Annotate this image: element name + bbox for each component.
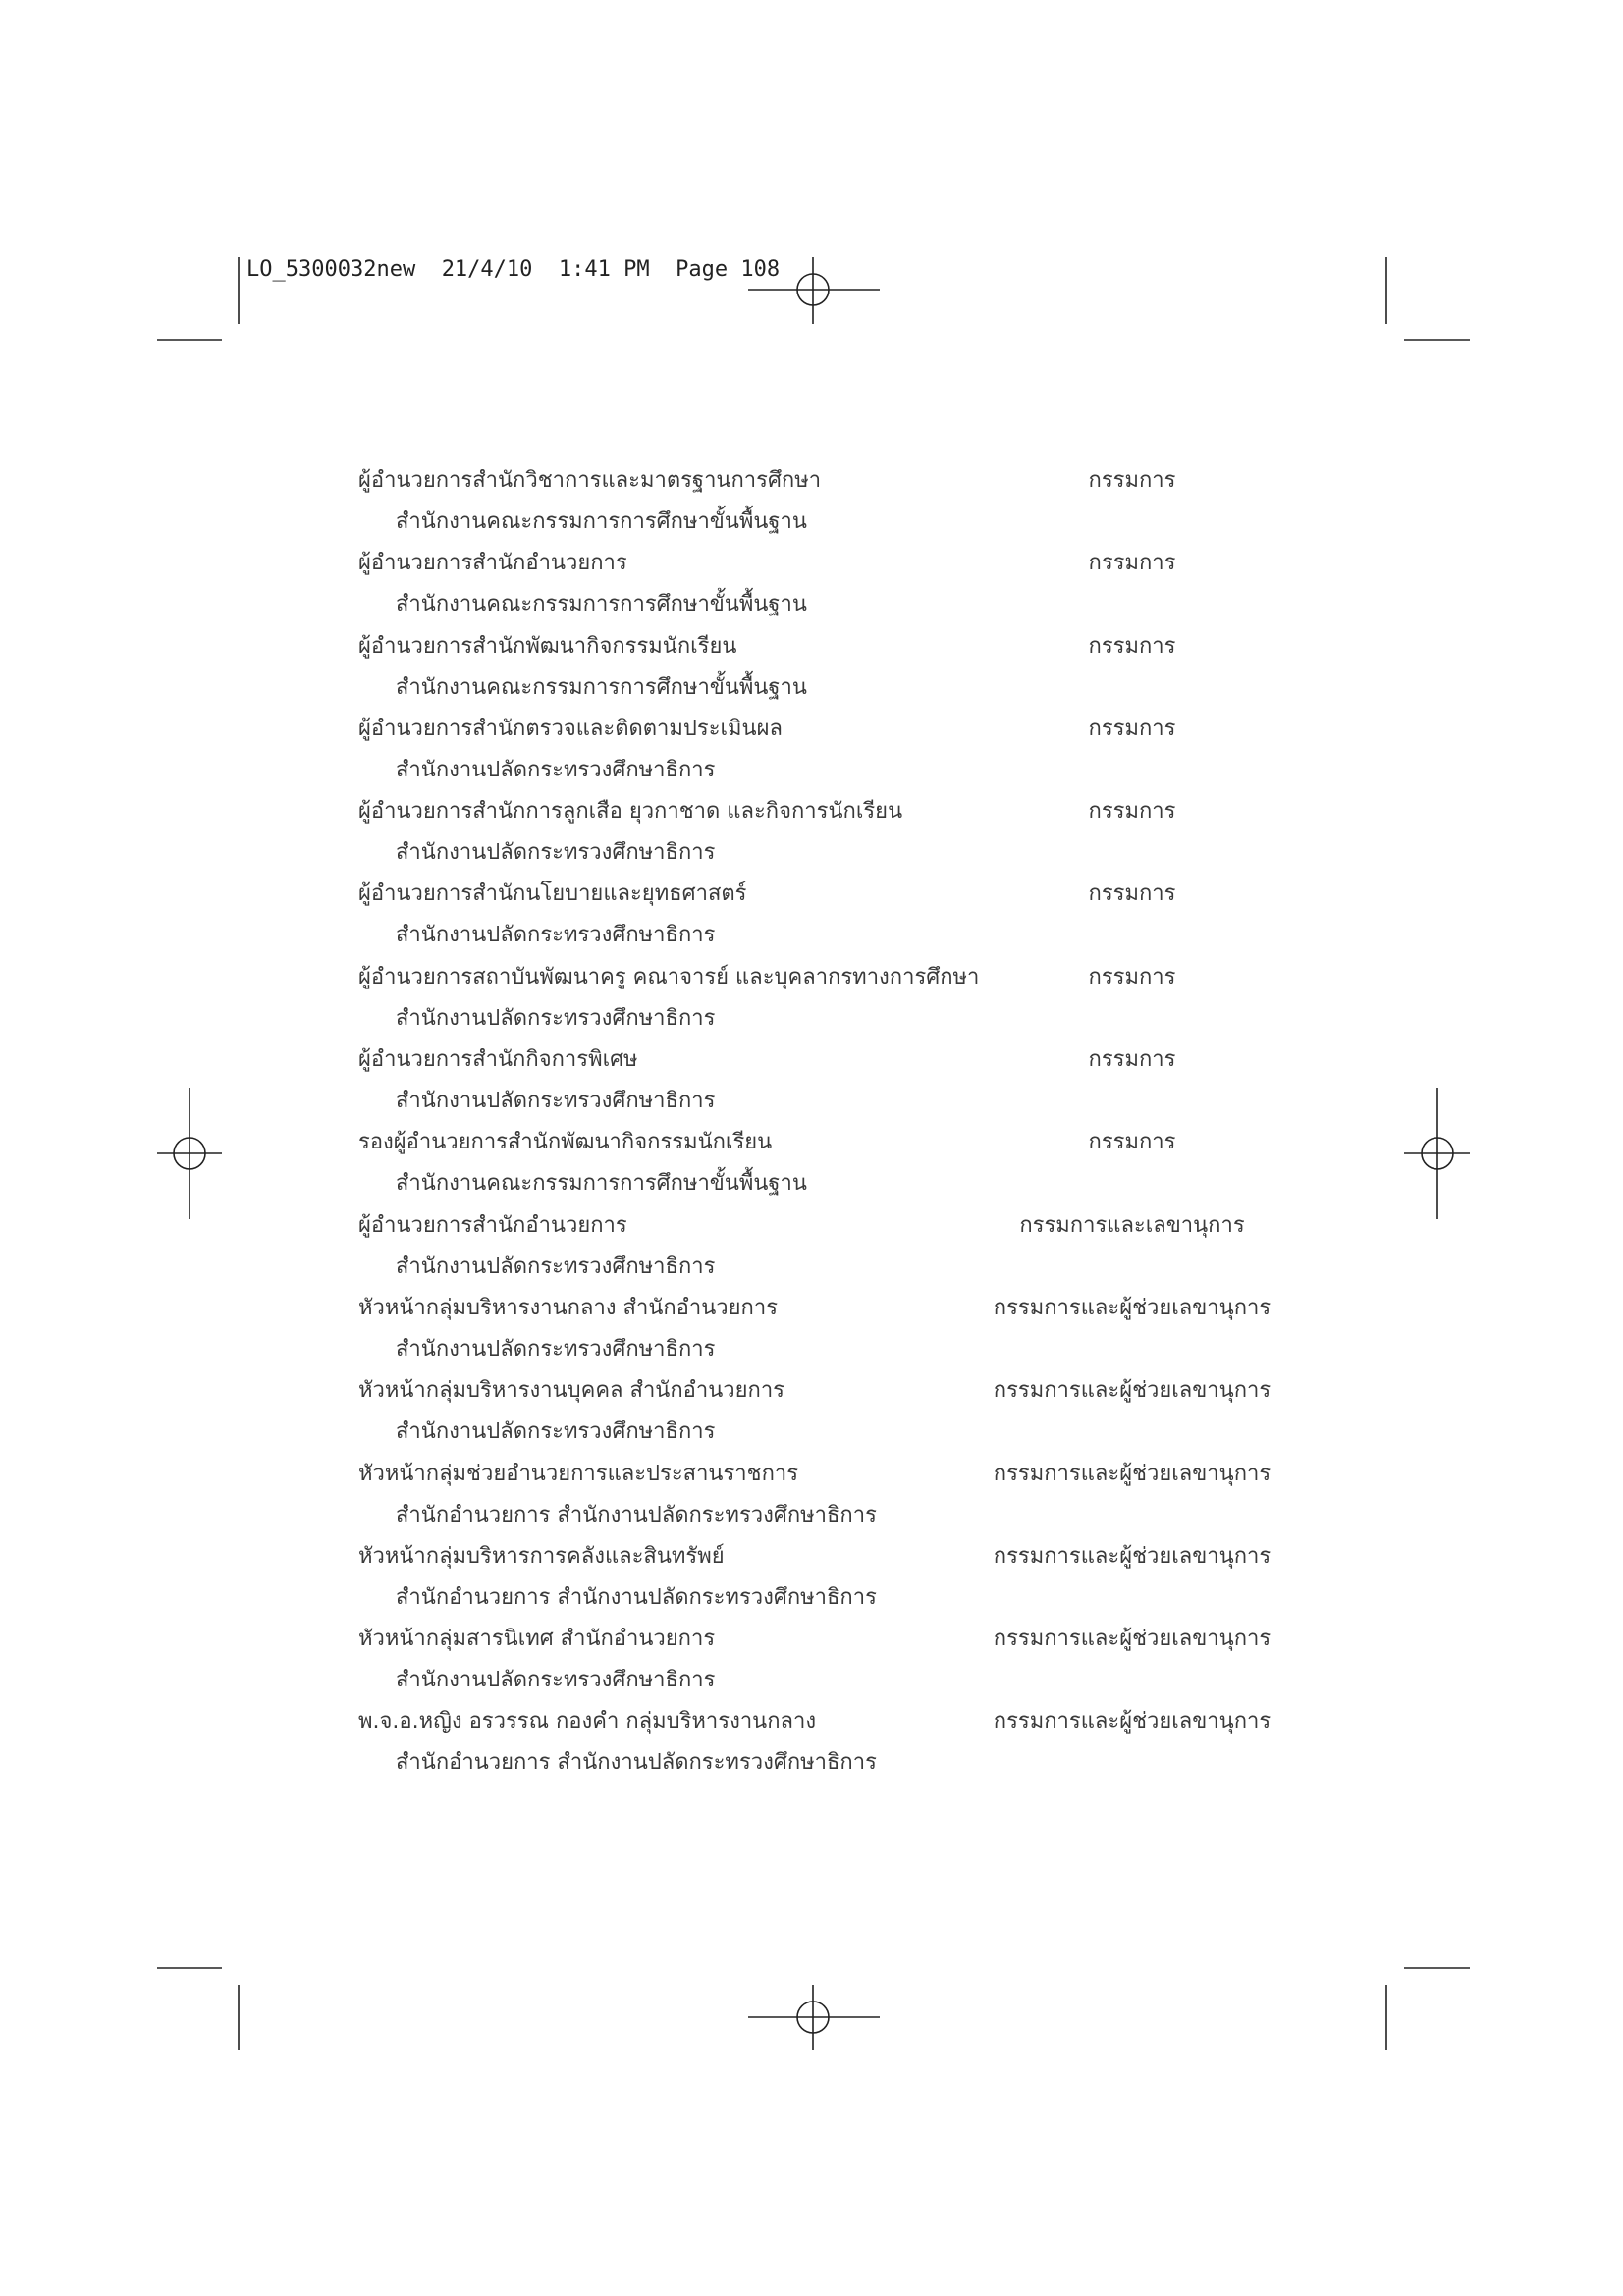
member-office: สำนักอำนวยการ สำนักงานปลัดกระทรวงศึกษาธิการ — [396, 1750, 877, 1776]
member-title: ผู้อำนวยการสำนักพัฒนากิจกรรมนักเรียน — [358, 633, 737, 659]
member-title: ผู้อำนวยการสำนักตรวจและติดตามประเมินผล — [358, 716, 783, 741]
member-title: หัวหน้ากลุ่มบริหารงานกลาง สำนักอำนวยการ — [358, 1295, 779, 1320]
registration-mark-top — [748, 257, 880, 324]
member-title: พ.จ.อ.หญิง อรวรรณ กองคำ กลุ่มบริหารงานกลาง — [358, 1709, 817, 1735]
committee-list — [358, 463, 1321, 1788]
member-role: กรรมการและผู้ช่วยเลขานุการ — [993, 1543, 1271, 1569]
member-office: สำนักงานปลัดกระทรวงศึกษาธิการ — [396, 1668, 716, 1693]
member-office: สำนักอำนวยการ สำนักงานปลัดกระทรวงศึกษาธิการ — [396, 1584, 877, 1610]
list-item — [358, 1208, 1321, 1291]
member-role: กรรมการ — [1088, 468, 1176, 493]
member-title: ผู้อำนวยการสำนักอำนวยการ — [358, 1212, 627, 1238]
list-item — [358, 960, 1321, 1042]
member-title: หัวหน้ากลุ่มบริหารการคลังและสินทรัพย์ — [358, 1543, 725, 1569]
member-title: ผู้อำนวยการสถาบันพัฒนาครู คณาจารย์ และบุคลากรทางการศึกษา — [358, 964, 980, 989]
list-item — [358, 629, 1321, 712]
member-office: สำนักงานปลัดกระทรวงศึกษาธิการ — [396, 1089, 716, 1114]
member-title: ผู้อำนวยการสำนักวิชาการและมาตรฐานการศึกษา — [358, 468, 822, 493]
member-role: กรรมการ — [1088, 551, 1176, 576]
list-item — [358, 1373, 1321, 1456]
list-item — [358, 463, 1321, 546]
list-item — [358, 1042, 1321, 1125]
member-role: กรรมการและผู้ช่วยเลขานุการ — [993, 1295, 1271, 1320]
member-office: สำนักอำนวยการ สำนักงานปลัดกระทรวงศึกษาธิการ — [396, 1502, 877, 1527]
list-item — [358, 794, 1321, 877]
member-title: รองผู้อำนวยการสำนักพัฒนากิจกรรมนักเรียน — [358, 1130, 773, 1155]
member-office: สำนักงานคณะกรรมการการศึกษาขั้นพื้นฐาน — [396, 1171, 807, 1197]
list-item — [358, 1539, 1321, 1622]
member-office: สำนักงานปลัดกระทรวงศึกษาธิการ — [396, 840, 716, 866]
member-title: ผู้อำนวยการสำนักอำนวยการ — [358, 551, 627, 576]
registration-mark-bottom — [748, 1985, 880, 2050]
member-role: กรรมการ — [1088, 1130, 1176, 1155]
list-item — [358, 1457, 1321, 1539]
slug-time: 1:41 PM — [558, 257, 650, 282]
member-role: กรรมการและผู้ช่วยเลขานุการ — [993, 1709, 1271, 1735]
member-office: สำนักงานปลัดกระทรวงศึกษาธิการ — [396, 1419, 716, 1445]
member-title: หัวหน้ากลุ่มสารนิเทศ สำนักอำนวยการ — [358, 1627, 716, 1652]
list-item — [358, 1291, 1321, 1373]
member-role: กรรมการ — [1088, 716, 1176, 741]
list-item — [358, 1125, 1321, 1207]
list-item — [358, 1704, 1321, 1787]
registration-mark-left — [157, 1088, 222, 1219]
member-office: สำนักงานปลัดกระทรวงศึกษาธิการ — [396, 757, 716, 782]
list-item — [358, 546, 1321, 628]
member-role: กรรมการและเลขานุการ — [1019, 1212, 1245, 1238]
member-role: กรรมการ — [1088, 633, 1176, 659]
registration-mark-right — [1404, 1088, 1470, 1219]
member-office: สำนักงานปลัดกระทรวงศึกษาธิการ — [396, 1005, 716, 1031]
slug-file: LO_5300032new — [246, 257, 416, 282]
member-office: สำนักงานคณะกรรมการการศึกษาขั้นพื้นฐาน — [396, 509, 807, 534]
member-title: ผู้อำนวยการสำนักการลูกเสือ ยุวกาชาด และกิจการนักเรียน — [358, 799, 903, 825]
member-role: กรรมการและผู้ช่วยเลขานุการ — [993, 1627, 1271, 1652]
list-item — [358, 877, 1321, 959]
member-title: หัวหน้ากลุ่มบริหารงานบุคคล สำนักอำนวยการ — [358, 1378, 784, 1404]
list-item — [358, 712, 1321, 794]
list-item — [358, 1622, 1321, 1704]
member-role: กรรมการ — [1088, 799, 1176, 825]
member-role: กรรมการและผู้ช่วยเลขานุการ — [993, 1378, 1271, 1404]
member-role: กรรมการและผู้ช่วยเลขานุการ — [993, 1461, 1271, 1486]
member-title: หัวหน้ากลุ่มช่วยอำนวยการและประสานราชการ — [358, 1461, 799, 1486]
member-office: สำนักงานปลัดกระทรวงศึกษาธิการ — [396, 1254, 716, 1279]
member-office: สำนักงานคณะกรรมการการศึกษาขั้นพื้นฐาน — [396, 592, 807, 617]
member-office: สำนักงานปลัดกระทรวงศึกษาธิการ — [396, 923, 716, 948]
member-title: ผู้อำนวยการสำนักนโยบายและยุทธศาสตร์ — [358, 881, 747, 907]
member-role: กรรมการ — [1088, 1047, 1176, 1073]
member-title: ผู้อำนวยการสำนักกิจการพิเศษ — [358, 1047, 638, 1073]
slug-page: Page 108 — [676, 257, 781, 282]
slug-date: 21/4/10 — [441, 257, 533, 282]
member-role: กรรมการ — [1088, 964, 1176, 989]
member-office: สำนักงานคณะกรรมการการศึกษาขั้นพื้นฐาน — [396, 674, 807, 700]
member-office: สำนักงานปลัดกระทรวงศึกษาธิการ — [396, 1336, 716, 1362]
member-role: กรรมการ — [1088, 881, 1176, 907]
